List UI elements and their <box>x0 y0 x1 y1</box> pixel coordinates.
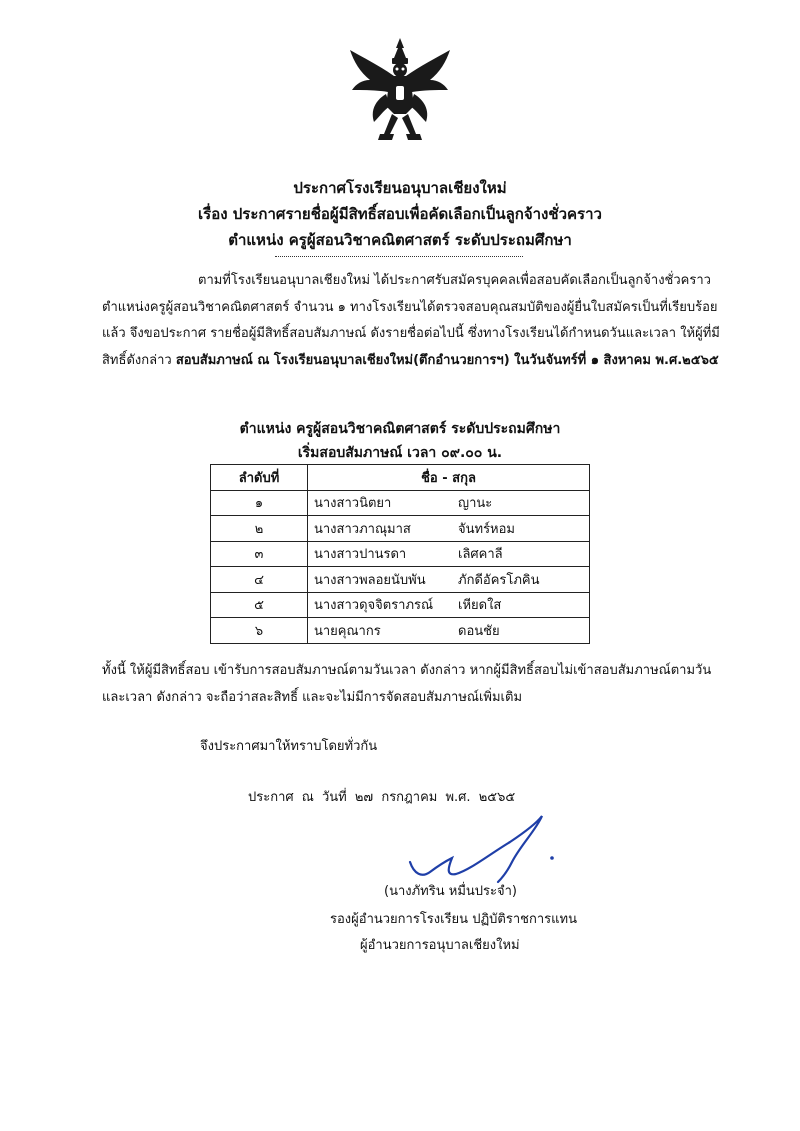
announcement-subject: เรื่อง ประกาศรายชื่อผู้มีสิทธิ์สอบเพื่อคัดเลือกเป็นลูกจ้างชั่วคราว <box>198 205 602 223</box>
header-name: ชื่อ - สกุล <box>308 465 590 491</box>
row-first-name: นางสาวปานรดา <box>308 541 459 567</box>
row-first-name: นางสาวภาณุมาส <box>308 516 459 542</box>
row-first-name: นางสาวดุจจิตราภรณ์ <box>308 592 459 618</box>
announcement-position: ตำแหน่ง ครูผู้สอนวิชาคณิตศาสตร์ ระดับประถมศึกษา <box>228 231 572 249</box>
intro-text: ตามที่โรงเรียนอนุบาลเชียงใหม่ ได้ประกาศรับสมัครบุคคลเพื่อสอบคัดเลือกเป็นลูกจ้างชั่วคราว ตำแหน่งครูผู้สอนวิชาคณิตศาสตร์ จำนวน ๑ ทางโรงเรียนได้ตรวจสอบคุณสมบัติของผู้ยื่นใบสมัครเป็นที่เรียบร้อยแล้ว จึงขอประกาศ รายชื่อผู้มีสิทธิ์สอบสัมภาษณ์ ดังรายชื่อต่อไปนี้ ซึ่งทางโรงเรียนได้กำหนดวันและเวลา ให้ผู้ที่มีสิทธิ์ดังกล่าว <box>102 273 720 368</box>
announcement-title: ประกาศโรงเรียนอนุบาลเชียงใหม่ <box>293 179 507 197</box>
table-subtitle: เริ่มสอบสัมภาษณ์ เวลา ๐๙.๐๐ น. <box>297 445 503 461</box>
closing-paragraph: จึงประกาศมาให้ทราบโดยทั่วกัน <box>200 739 378 754</box>
table-row <box>211 541 590 567</box>
table-row <box>211 592 590 618</box>
table-row <box>211 618 590 644</box>
conditions-paragraph: ทั้งนี้ ให้ผู้มีสิทธิ์สอบ เข้ารับการสอบสัมภาษณ์ตามวันเวลา ดังกล่าว หากผู้มีสิทธิ์สอบไม่เข้าสอบสัมภาษณ์ตามวันและเวลา ดังกล่าว จะถือว่าสละสิทธิ์ และจะไม่มีการจัดสอบสัมภาษณ์เพิ่มเติม <box>102 663 712 705</box>
row-last-name: เหียดใส <box>458 592 590 618</box>
table-title: ตำแหน่ง ครูผู้สอนวิชาคณิตศาสตร์ ระดับประถมศึกษา <box>239 421 561 437</box>
announcement-date: ประกาศ ณ วันที่ ๒๗ กรกฎาคม พ.ศ. ๒๕๖๕ <box>248 790 516 805</box>
row-last-name: จันทร์หอม <box>458 516 590 542</box>
row-last-name: ญานะ <box>458 490 590 516</box>
row-last-name: เลิศคาลี <box>458 541 590 567</box>
row-no: ๕ <box>211 592 308 618</box>
row-no: ๖ <box>211 618 308 644</box>
candidate-table <box>210 464 590 644</box>
table-row <box>211 490 590 516</box>
signature-mark <box>400 812 560 886</box>
dotted-divider <box>275 256 523 257</box>
signatory-name: (นางภัทริน หมื่นประจำ) <box>384 884 517 899</box>
row-first-name: นางสาวนิตยา <box>308 490 459 516</box>
row-no: ๓ <box>211 541 308 567</box>
row-no: ๔ <box>211 567 308 593</box>
table-row <box>211 567 590 593</box>
intro-paragraph <box>102 268 722 374</box>
intro-bold-text: สอบสัมภาษณ์ ณ โรงเรียนอนุบาลเชียงใหม่(ตึกอำนวยการฯ) ในวันจันทร์ที่ ๑ สิงหาคม พ.ศ.๒๕๖๕ <box>175 352 719 368</box>
table-row <box>211 516 590 542</box>
header-no: ลำดับที่ <box>211 465 308 491</box>
row-last-name: ภักดีอัครโภคิน <box>458 567 590 593</box>
row-no: ๒ <box>211 516 308 542</box>
row-no: ๑ <box>211 490 308 516</box>
signatory-office: ผู้อำนวยการอนุบาลเชียงใหม่ <box>360 938 520 953</box>
table-header-row <box>211 465 590 491</box>
row-last-name: ดอนชัย <box>458 618 590 644</box>
signatory-position: รองผู้อำนวยการโรงเรียน ปฏิบัติราชการแทน <box>330 912 577 927</box>
garuda-emblem-icon <box>344 36 456 148</box>
row-first-name: นางสาวพลอยนับพัน <box>308 567 459 593</box>
row-first-name: นายคุณากร <box>308 618 459 644</box>
